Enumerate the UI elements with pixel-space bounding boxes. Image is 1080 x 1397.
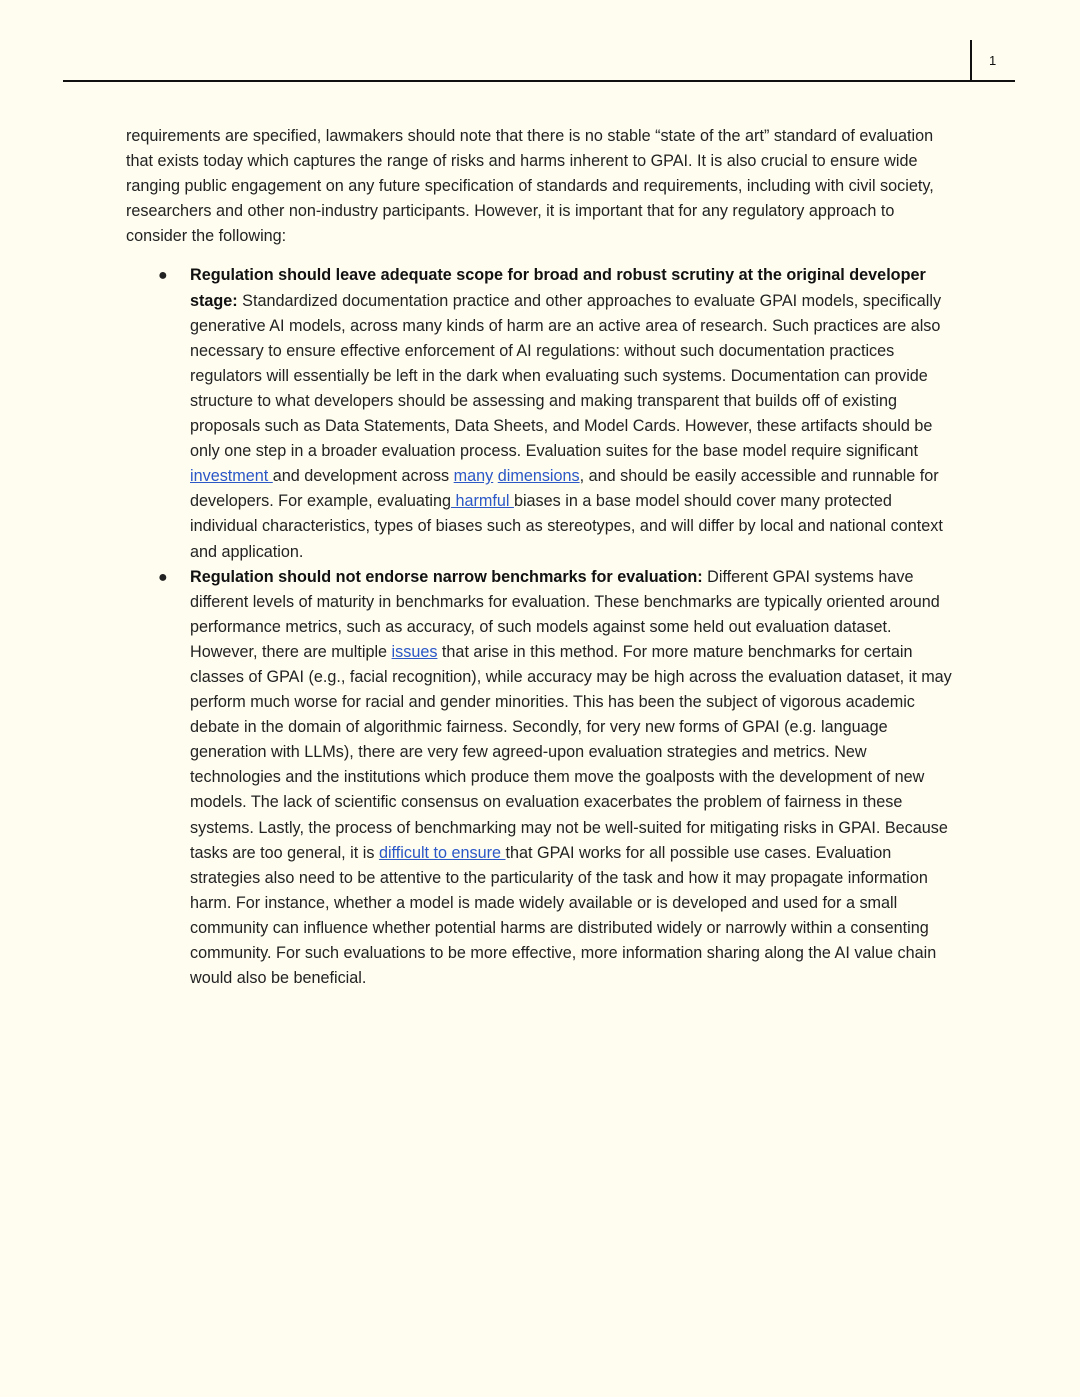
page-number: 1 (989, 53, 997, 68)
point-text: that GPAI works for all possible use cases. Evaluation strategies also need to be attentive to the particularity of the task and how it may propagate information harm. For instance, whether a model is made widely available or is developed and used for a small community can influence whether potential harms are distributed widely or narrowly within a consenting community. For such evaluations to be more effective, more information sharing along the AI value chain would also be beneficial. (190, 843, 937, 988)
point-heading: Regulation should leave adequate scope for broad and robust scrutiny at the original developer stage: (190, 266, 926, 310)
intro-paragraph: requirements are specified, lawmakers should note that there is no stable “state of the art” standard of evaluation that exists today which captures the range of risks and harms inherent to GPAI. It is also crucial to ensure wide ranging public engagement on any future specification of standards and requirements, including with civil society, researchers and other non-industry participants. However, it is important that for any regulatory approach to consider the following: (126, 127, 934, 246)
link-investment[interactable]: investment (190, 467, 273, 486)
point-text: Different GPAI systems have different levels of maturity in benchmarks for evaluation. These benchmarks are typically oriented around performance metrics, such as accuracy, of such models against some held out evaluation dataset. However, there are multiple (190, 567, 940, 661)
bullet-icon: ● (158, 267, 168, 285)
point-text: , and should be easily accessible and runnable for developers. For example, evaluating (190, 467, 939, 511)
header-rule (63, 80, 1015, 82)
point-text: and development across (272, 467, 454, 486)
point-text: that arise in this method. For more mature benchmarks for certain classes of GPAI (e.g., facial recognition), while accuracy may be high across the evaluation dataset, it may perform much worse for racial and gender minorities. This has been the subject of vigorous academic debate in the domain of algorithmic fairness. Secondly, for very new forms of GPAI (e.g. language generation with LLMs), there are very few agreed-upon evaluation strategies and metrics. New technologies and the institutions which produce them move the goalposts with the development of new models. The lack of scientific consensus on evaluation exacerbates the problem of fairness in these systems. Lastly, the process of benchmarking may not be well-suited for mitigating risks in GPAI. Because tasks are too general, it is (190, 642, 952, 862)
bullet-icon: ● (158, 568, 168, 586)
page-body (126, 124, 956, 991)
point-text: Standardized documentation practice and other approaches to evaluate GPAI models, specifically generative AI models, across many kinds of harm are an active area of research. Such practices are also necessary to ensure effective enforcement of AI regulations: without such documentation practices regulators will essentially be left in the dark when evaluating such systems. Documentation can provide structure to what developers should be assessing and making transparent that builds off of existing proposals such as Data Statements, Data Sheets, and Model Cards. However, these artifacts should be only one step in a broader evaluation process. Evaluation suites for the base model require significant (190, 291, 942, 461)
recommendation-list (126, 263, 956, 991)
link-difficult-to-ensure[interactable]: difficult to ensure (378, 843, 506, 862)
link-many[interactable]: many (453, 467, 494, 486)
link-dimensions[interactable]: dimensions (497, 467, 580, 486)
link-harmful[interactable]: harmful (450, 492, 514, 511)
point-text: biases in a base model should cover many protected individual characteristics, types of biases such as stereotypes, and will differ by local and national context and application. (190, 492, 943, 561)
page-number-divider (970, 40, 972, 81)
link-issues[interactable]: issues (391, 642, 438, 661)
point-heading: Regulation should not endorse narrow benchmarks for evaluation: (190, 567, 703, 586)
list-item (126, 263, 956, 564)
list-item (126, 565, 956, 992)
